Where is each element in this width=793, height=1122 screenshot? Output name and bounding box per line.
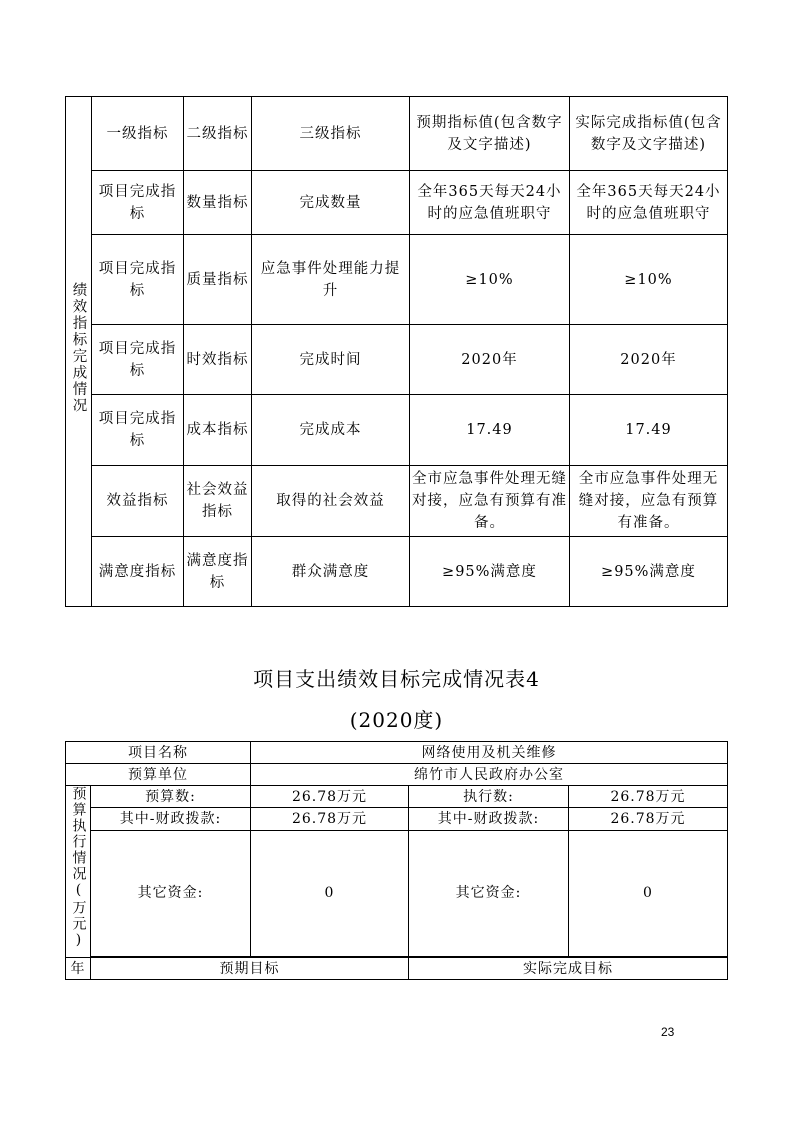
cell-actual: 2020年 bbox=[570, 325, 728, 395]
cell-level1: 项目完成指标 bbox=[92, 235, 184, 325]
page-title: 项目支出绩效目标完成情况表4 bbox=[253, 667, 540, 691]
table-row bbox=[66, 235, 728, 325]
cell-expected: 全市应急事件处理无缝对接，应急有预算有准备。 bbox=[410, 466, 570, 537]
header-level2: 二级指标 bbox=[184, 97, 252, 171]
other-funds-exec-label: 其它资金: bbox=[409, 830, 569, 956]
project-name-label: 项目名称 bbox=[66, 742, 251, 764]
exec-amount-label: 执行数: bbox=[409, 786, 569, 808]
table-row bbox=[66, 466, 728, 537]
year-label: 年 bbox=[66, 958, 91, 980]
exec-amount-value: 26.78万元 bbox=[569, 786, 728, 808]
budget-amount-value: 26.78万元 bbox=[251, 786, 409, 808]
page-subtitle: (2020度) bbox=[349, 708, 444, 732]
cell-level2: 数量指标 bbox=[184, 171, 252, 235]
side-label: 绩效指标完成情况 bbox=[70, 282, 87, 414]
other-funds-label: 其它资金: bbox=[91, 830, 251, 956]
budget-unit-value: 绵竹市人民政府办公室 bbox=[251, 764, 728, 786]
cell-level2: 满意度指标 bbox=[184, 537, 252, 607]
cell-level1: 项目完成指标 bbox=[92, 171, 184, 235]
header-expected: 预期指标值(包含数字及文字描述) bbox=[410, 97, 570, 171]
cell-expected: ≥95%满意度 bbox=[410, 537, 570, 607]
cell-actual: 17.49 bbox=[570, 395, 728, 466]
cell-level3: 取得的社会效益 bbox=[252, 466, 410, 537]
table-row bbox=[66, 537, 728, 607]
cell-level3: 应急事件处理能力提升 bbox=[252, 235, 410, 325]
fiscal-exec-label: 其中-财政拨款: bbox=[409, 808, 569, 830]
table-row bbox=[66, 171, 728, 235]
budget-side-label: 预算执行情况(万元) bbox=[70, 786, 87, 950]
budget-unit-label: 预算单位 bbox=[66, 764, 251, 786]
page-number: 23 bbox=[661, 1025, 675, 1039]
project-name-value: 网络使用及机关维修 bbox=[251, 742, 728, 764]
cell-expected: ≥10% bbox=[410, 235, 570, 325]
actual-goal-header: 实际完成目标 bbox=[409, 958, 728, 980]
table-row bbox=[66, 325, 728, 395]
cell-actual: ≥10% bbox=[570, 235, 728, 325]
cell-level1: 满意度指标 bbox=[92, 537, 184, 607]
cell-expected: 2020年 bbox=[410, 325, 570, 395]
header-level3: 三级指标 bbox=[252, 97, 410, 171]
cell-actual: ≥95%满意度 bbox=[570, 537, 728, 607]
expected-goal-header: 预期目标 bbox=[91, 958, 409, 980]
budget-amount-label: 预算数: bbox=[91, 786, 251, 808]
other-funds-exec: 0 bbox=[569, 830, 728, 956]
cell-level3: 完成数量 bbox=[252, 171, 410, 235]
side-label-cell bbox=[66, 97, 92, 607]
header-level1: 一级指标 bbox=[92, 97, 184, 171]
budget-execution-table bbox=[65, 741, 728, 980]
cell-level1: 项目完成指标 bbox=[92, 395, 184, 466]
other-funds-budget: 0 bbox=[251, 830, 409, 956]
cell-level2: 质量指标 bbox=[184, 235, 252, 325]
cell-actual: 全市应急事件处理无缝对接，应急有预算有准备。 bbox=[570, 466, 728, 537]
fiscal-budget-label: 其中-财政拨款: bbox=[91, 808, 251, 830]
budget-side-label-cell bbox=[66, 786, 91, 958]
cell-level2: 社会效益指标 bbox=[184, 466, 252, 537]
cell-expected: 17.49 bbox=[410, 395, 570, 466]
cell-level2: 成本指标 bbox=[184, 395, 252, 466]
fiscal-exec-value: 26.78万元 bbox=[569, 808, 728, 830]
header-actual: 实际完成指标值(包含数字及文字描述) bbox=[570, 97, 728, 171]
cell-level2: 时效指标 bbox=[184, 325, 252, 395]
cell-actual: 全年365天每天24小时的应急值班职守 bbox=[570, 171, 728, 235]
performance-indicator-table bbox=[65, 96, 728, 607]
cell-level3: 完成成本 bbox=[252, 395, 410, 466]
cell-level3: 完成时间 bbox=[252, 325, 410, 395]
cell-level1: 效益指标 bbox=[92, 466, 184, 537]
cell-level1: 项目完成指标 bbox=[92, 325, 184, 395]
table-row bbox=[66, 395, 728, 466]
fiscal-budget-value: 26.78万元 bbox=[251, 808, 409, 830]
cell-expected: 全年365天每天24小时的应急值班职守 bbox=[410, 171, 570, 235]
cell-level3: 群众满意度 bbox=[252, 537, 410, 607]
